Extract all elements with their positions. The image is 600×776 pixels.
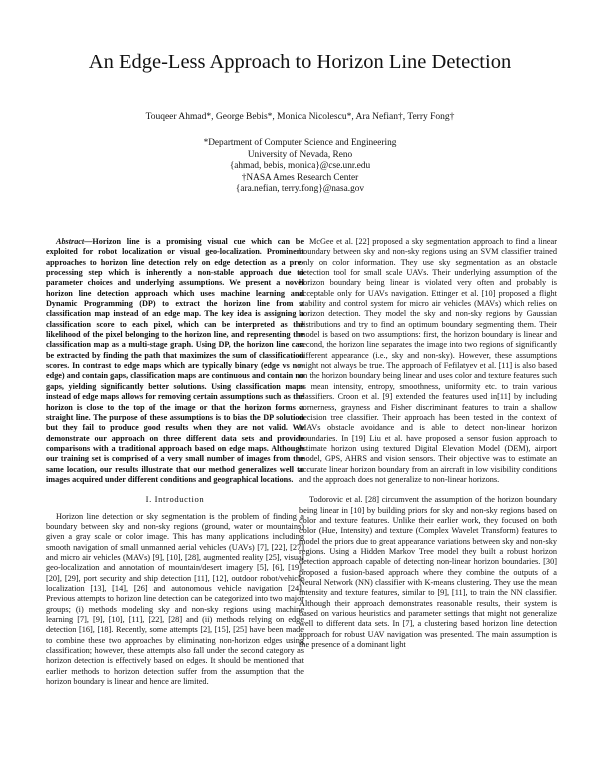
left-column <box>46 237 304 687</box>
abstract <box>46 237 304 485</box>
affiliation-line: {ahmad, bebis, monica}@cse.unr.edu <box>229 161 371 172</box>
author-list: Touqeer Ahmad*, George Bebis*, Monica Nicolescu*, Ara Nefian†, Terry Fong† <box>145 112 455 122</box>
affiliation-line: University of Nevada, Reno <box>247 149 353 160</box>
right-column <box>299 237 557 650</box>
affiliation-line: †NASA Ames Research Center <box>241 172 359 183</box>
affiliation-line: {ara.nefian, terry.fong}@nasa.gov <box>235 184 365 195</box>
abstract-lead: Abstract <box>56 237 85 246</box>
intro-paragraph: Horizon line detection or sky segmentation is the problem of finding a boundary between sky and non-sky regions (ground, water or mountains) given a gray scale or color image. This has many applications including smooth navigation of small unmanned aerial vehicles (UAVs) [7], [22], [27] and micro air vehicles (MAVs) [9], [10], [28], augmented reality [25], visual geo-localization and annotation of mountain/desert imagery [5], [6], [19], [20], [29], port security and ship detection [11], [12], outdoor robot/vehicle localization [13], [14], [26] and autonomous vehicle navigation [24]. Previous attempts to horizon line detection can be categorized into two major groups; (i) methods modeling sky and non-sky regions using machine learning [7], [9], [10], [11], [22], [28] and (ii) methods relying on edge detection [16], [18]. Recently, some attempts [2], [15], [25] have been made to combine these two approaches by eliminating non-horizon edges using classification; however, these attempts also fall under the second category as horizon detection is effectively based on edges. It should be mentioned that earlier methods to horizon detection suffer from the assumption that the horizon boundary is linear and hence are limited. <box>46 511 304 687</box>
body-paragraph: McGee et al. [22] proposed a sky segmentation approach to find a linear boundary between sky and non-sky regions using an SVM classifier trained only on color information. They use sky segmentation as an obstacle detection tool for small scale UAVs. Their underlying assumption of the horizon boundary being linear is violated very often and probably is acceptable only for UAVs navigation. Ettinger et al. [10] proposed a flight stability and control system for micro air vehicles (MAVs) which relies on horizon detection. They model the sky and non-sky regions by Gaussian distributions and try to find an optimum boundary segmenting them. Their model is based on two assumptions: first, the horizon boundary is linear and second, the horizon line separates the image into two regions of significantly different appearance (i.e., sky and non-sky). However, these assumptions might not always be true. The approach of Fefilatyev et al. [11] is also based on the horizon boundary being linear and uses color and texture features such as mean intensity, entropy, smoothness, uniformity etc. to train various classifiers. Croon et al. [9] extended the features used in[11] by including cornerness, grayness and Fisher discriminant features to train a shallow decision tree classifier. Their approach has been tested in the context of MAVs obstacle avoidance and is able to detect non-linear horizon boundaries. In [19] Liu et al. have proposed a sensor fusion approach to estimate horizon using textured Digital Elevation Model (DEM), airport model, GPS, AHRS and vision sensors. Their objective was to estimate an accurate linear horizon boundary from an aircraft in low visibility conditions and the approach does not generalize to non-linear horizons. <box>299 237 557 484</box>
body-paragraph: Todorovic et al. [28] circumvent the assumption of the horizon boundary being linear in [10] by building priors for sky and non-sky regions based on color and texture features. Unlike their earlier work, they focused on both color (Hue, Intensity) and texture (Complex Wavelet Transform) features to model the priors due to great appearance variations between sky and non-sky regions. Using a Hidden Markov Tree model they built a robust horizon detection approach capable of detecting non-linear horizon boundaries. [30] proposed a fusion-based approach where they combine the outputs of a Neural Network (NN) classifier with K-means clustering. They use the mean intensity and texture features, similar to [9], [11], to train the NN classifier. Although their approach demonstrates reasonable results, their system is based on various heuristics and parameter settings that might not generalize well to different data sets. In [7], a clustering based horizon line detection approach for robust UAV navigation was presented. The main assumption is the presence of a dominant light <box>299 495 557 650</box>
section-heading: I. Introduction <box>145 494 205 505</box>
affiliation-block <box>0 138 600 196</box>
abstract-body: —Horizon line is a promising visual cue which can be exploited for robot localization or visual geo-localization. Prominent approaches to horizon line detection rely on edge detection as a pre-processing step which is inherently a non-stable approach due to parameter choices and underlying assumptions. We present a novel horizon line detection approach which uses machine learning and Dynamic Programming (DP) to extract the horizon line from a classification map instead of an edge map. The key idea is assigning a classification score to each pixel, which can be interpreted as the likelihood of the pixel belonging to the horizon line, and representing the classification map as a multi-stage graph. Using DP, the horizon line can be extracted by finding the path that maximizes the sum of classification scores. In contrast to edge maps which are typically binary (edge vs no-edge) and contain gaps, classification maps are continuous and contain no gaps, yielding significantly better solutions. Using classification maps instead of edge maps allows for removing certain assumptions such as the horizon is close to the top of the image or that the horizon forms a straight line. The purpose of these assumptions is to bias the DP solution but they fail to produce good results when they are not valid. We demonstrate our approach on three different data sets and provide comparisons with a traditional approach based on edge maps. Although our training set is comprised of a very small number of images from the same location, our results illustrate that our method generalizes well to images acquired under different conditions and geographical locations. <box>46 237 304 484</box>
paper-title: An Edge-Less Approach to Horizon Line Detection <box>88 51 512 73</box>
affiliation-line: *Department of Computer Science and Engineering <box>203 138 397 148</box>
